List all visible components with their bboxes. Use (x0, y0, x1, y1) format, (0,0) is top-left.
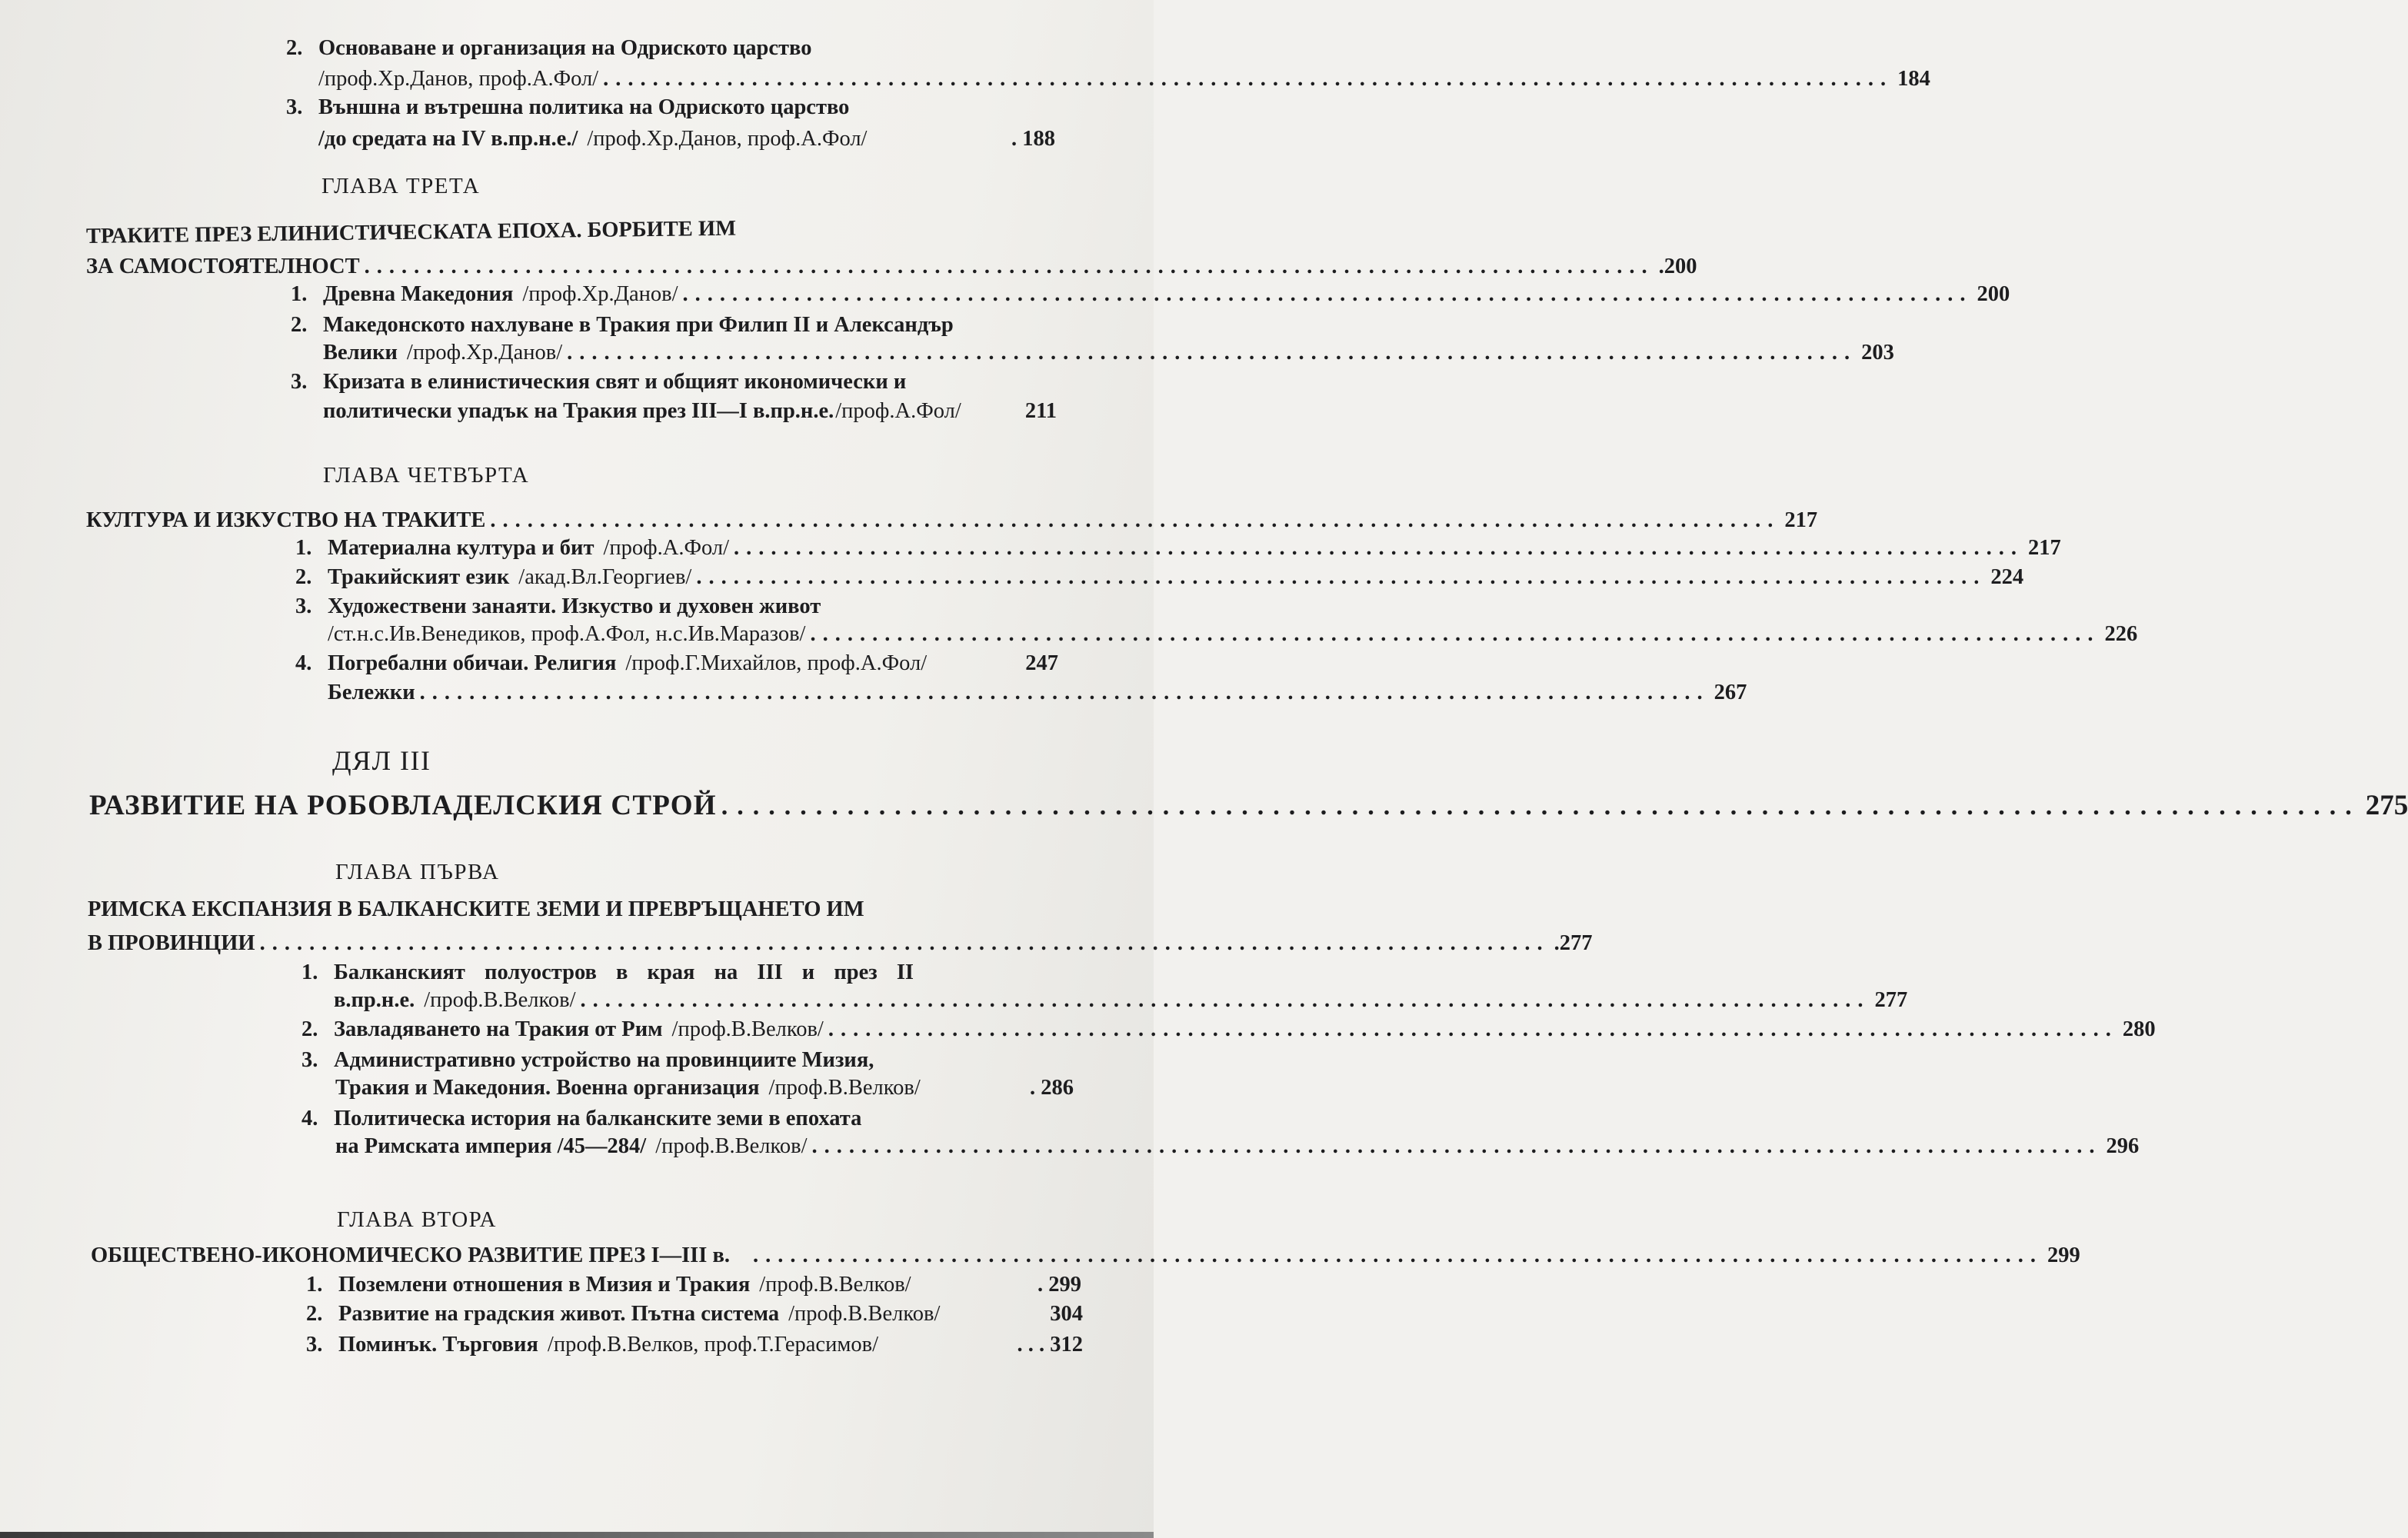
entry-number: 4. (295, 651, 312, 675)
entry-title: Македонското нахлуване в Тракия при Филип II и Александър (323, 313, 954, 337)
dot-leader: ........................................................................................................ (603, 67, 1893, 91)
entry-page: 184 (1897, 67, 1930, 91)
entry-title: Тракийският език (328, 565, 510, 589)
toc-entry (318, 66, 1930, 92)
entry-page: . 286 (1030, 1076, 1074, 1100)
entry-author: /проф.Хр.Данов, проф.А.Фол/ (587, 127, 868, 151)
entry-title: Поземлени отношения в Мизия и Тракия (338, 1273, 751, 1297)
entry-author: /проф.А.Фол/ (835, 399, 961, 423)
entry-title: на Римската империя /45—284/ (335, 1134, 647, 1158)
entry-title: Древна Македония (323, 282, 514, 306)
toc-entry (335, 1134, 2140, 1160)
entry-title: Балканският полуостров в края на III и през II (334, 960, 914, 984)
toc-entry (86, 508, 1818, 534)
entry-number: 3. (301, 1048, 318, 1072)
entry-title: Кризата в елинистическия свят и общият икономически и (323, 370, 907, 394)
entry-page: 275 (2365, 790, 2408, 821)
entry-page: 224 (1990, 565, 2024, 589)
toc-entry (291, 312, 1055, 338)
toc-entry (306, 1332, 1083, 1358)
dot-leader: ........................................................................................................ (682, 282, 1973, 306)
entry-page: .200 (1658, 255, 1697, 278)
toc-entry (306, 1272, 1081, 1298)
entry-number: 1. (301, 960, 318, 984)
entry-author: /проф.Хр.Данов, проф.А.Фол/ (318, 67, 599, 91)
toc-entry (88, 897, 1072, 923)
toc-entry (301, 960, 1072, 986)
toc-entry (328, 680, 1747, 706)
entry-title: Велики (323, 341, 398, 365)
toc-entry (295, 651, 1058, 677)
entry-title: Завладяването на Тракия от Рим (334, 1017, 663, 1041)
dot-leader: ........................................................................................................ (580, 988, 1870, 1012)
entry-number: 2. (301, 1017, 318, 1041)
entry-number: 2. (306, 1302, 323, 1326)
entry-number: 1. (295, 536, 312, 560)
entry-title: Развитие на градския живот. Пътна система (338, 1302, 780, 1326)
entry-page: 304 (1050, 1302, 1083, 1326)
entry-author: /акад.Вл.Георгиев/ (518, 565, 692, 589)
dot-leader: ........................................................................................................ (490, 508, 1780, 532)
dot-leader: ........................................................................................................ (810, 622, 2100, 646)
toc-entry (86, 254, 1697, 280)
entry-page: 226 (2104, 622, 2138, 646)
toc-entry (286, 95, 1055, 121)
part-heading: ДЯЛ III (332, 745, 431, 776)
entry-title: в.пр.н.е. (334, 988, 415, 1012)
entry-page: 211 (1024, 399, 1057, 423)
toc-entry (88, 930, 1593, 957)
entry-author: /проф.В.Велков/ (655, 1134, 808, 1158)
entry-author: /проф.В.Велков/ (759, 1273, 911, 1297)
entry-number: 1. (306, 1273, 323, 1297)
entry-number: 3. (291, 370, 308, 394)
entry-title: ЗА САМОСТОЯТЕЛНОСТ (86, 255, 360, 278)
entry-page: 203 (1861, 341, 1894, 365)
entry-title: Бележки (328, 681, 415, 704)
entry-author: /проф.А.Фол/ (603, 536, 729, 560)
toc-entry (286, 35, 1055, 62)
entry-number: 3. (306, 1333, 323, 1357)
entry-page: . . . 312 (1017, 1333, 1083, 1357)
dot-leader: ........................................................................................................ (721, 792, 2361, 821)
entry-number: 1. (291, 282, 308, 306)
toc-entry (295, 564, 2024, 591)
toc-entry (306, 1301, 1083, 1327)
entry-title: ОБЩЕСТВЕНО-ИКОНОМИЧЕСКО РАЗВИТИЕ ПРЕЗ I—III в. (91, 1243, 730, 1267)
entry-page: 217 (2027, 536, 2061, 560)
entry-page: 280 (2122, 1017, 2156, 1041)
entry-page: 247 (1025, 651, 1058, 675)
entry-author: /проф.Хр.Данов/ (522, 282, 678, 306)
dot-leader: ........................................................................................................ (364, 255, 1654, 278)
toc-entry (295, 594, 1058, 620)
toc-entry (295, 535, 2061, 561)
entry-title: /до средата на IV в.пр.н.е./ (318, 127, 578, 151)
entry-page: . 299 (1037, 1273, 1081, 1297)
entry-page: . 188 (1011, 127, 1055, 151)
toc-entry (334, 987, 1908, 1014)
dot-leader: ........................................................................................................ (696, 565, 1987, 589)
entry-title: РИМСКА ЕКСПАНЗИЯ В БАЛКАНСКИТЕ ЗЕМИ И ПРЕВРЪЩАНЕТО ИМ (88, 897, 864, 921)
chapter-heading: ГЛАВА ТРЕТА (321, 174, 481, 198)
entry-title: Политическа история на балканските земи в епохата (334, 1107, 862, 1130)
entry-title: В ПРОВИНЦИИ (88, 931, 255, 955)
dot-leader: ........................................................................................................ (733, 536, 2023, 560)
entry-title: ТРАКИТЕ ПРЕЗ ЕЛИНИСТИЧЕСКАТА ЕПОХА. БОРБИТЕ ИМ (85, 216, 737, 248)
entry-title: политически упадък на Тракия през III—I в.пр.н.е. (323, 399, 834, 423)
toc-entry (301, 1017, 2156, 1043)
entry-author: /проф.В.Велков, проф.Т.Герасимов/ (547, 1333, 878, 1357)
entry-number: 4. (301, 1107, 318, 1130)
dot-leader: ........................................................................................................ (259, 931, 1550, 955)
entry-number: 3. (295, 594, 312, 618)
entry-author: /ст.н.с.Ив.Венедиков, проф.А.Фол, н.с.Ив.Маразов/ (328, 622, 806, 646)
entry-author: /проф.В.Велков/ (788, 1302, 941, 1326)
chapter-heading: ГЛАВА ВТОРА (337, 1207, 498, 1232)
page-bottom-edge (0, 1532, 1154, 1538)
toc-entry (301, 1106, 1074, 1132)
entry-title: Поминък. Търговия (338, 1333, 538, 1357)
entry-author: /проф.В.Велков/ (424, 988, 576, 1012)
toc-entry (291, 369, 1055, 395)
entry-title: КУЛТУРА И ИЗКУСТВО НА ТРАКИТЕ (86, 508, 486, 532)
toc-entry (86, 212, 1055, 250)
entry-author: /проф.Г.Михайлов, проф.А.Фол/ (625, 651, 928, 675)
entry-number: 3. (286, 95, 303, 119)
dot-leader: ........................................................................................................ (567, 341, 1857, 365)
entry-author: /проф.В.Велков/ (768, 1076, 921, 1100)
entry-page: 277 (1874, 988, 1908, 1012)
entry-title: Тракия и Македония. Военна организация (335, 1076, 760, 1100)
toc-entry (323, 398, 1057, 424)
toc-entry (91, 1243, 2080, 1269)
entry-title: Погребални обичаи. Религия (328, 651, 617, 675)
toc-entry (323, 340, 1894, 366)
entry-page: 296 (2106, 1134, 2140, 1158)
entry-page: 200 (1977, 282, 2010, 306)
entry-title: Художествени занаяти. Изкуство и духовен живот (328, 594, 821, 618)
entry-page: 267 (1714, 681, 1747, 704)
entry-title: РАЗВИТИЕ НА РОБОВЛАДЕЛСКИЯ СТРОЙ (89, 790, 717, 821)
toc-entry (328, 621, 2138, 647)
entry-author: /проф.Хр.Данов/ (406, 341, 563, 365)
toc-entry (301, 1047, 1072, 1074)
dot-leader: ........................................................................................................ (419, 681, 1710, 704)
entry-title: Външна и вътрешна политика на Одриското царство (318, 95, 850, 119)
chapter-heading: ГЛАВА ПЪРВА (335, 860, 500, 884)
toc-entry (291, 281, 2010, 308)
dot-leader: ........................................................................................................ (811, 1134, 2102, 1158)
entry-title: Материална култура и бит (328, 536, 595, 560)
entry-number: 2. (286, 36, 303, 60)
dot-leader: ........................................................................................................ (752, 1243, 2043, 1267)
toc-entry (318, 126, 1055, 152)
entry-page: 217 (1784, 508, 1818, 532)
entry-number: 2. (295, 565, 312, 589)
entry-author: /проф.В.Велков/ (671, 1017, 824, 1041)
toc-entry (335, 1075, 1074, 1101)
entry-page: .277 (1554, 931, 1593, 955)
entry-title: Административно устройство на провинциите Мизия, (334, 1048, 874, 1072)
entry-title: Основаване и организация на Одриското царство (318, 36, 812, 60)
entry-page: 299 (2047, 1243, 2080, 1267)
chapter-heading: ГЛАВА ЧЕТВЪРТА (323, 463, 530, 488)
entry-number: 2. (291, 313, 308, 337)
toc-entry (89, 789, 2408, 824)
dot-leader: ........................................................................................................ (828, 1017, 2118, 1041)
